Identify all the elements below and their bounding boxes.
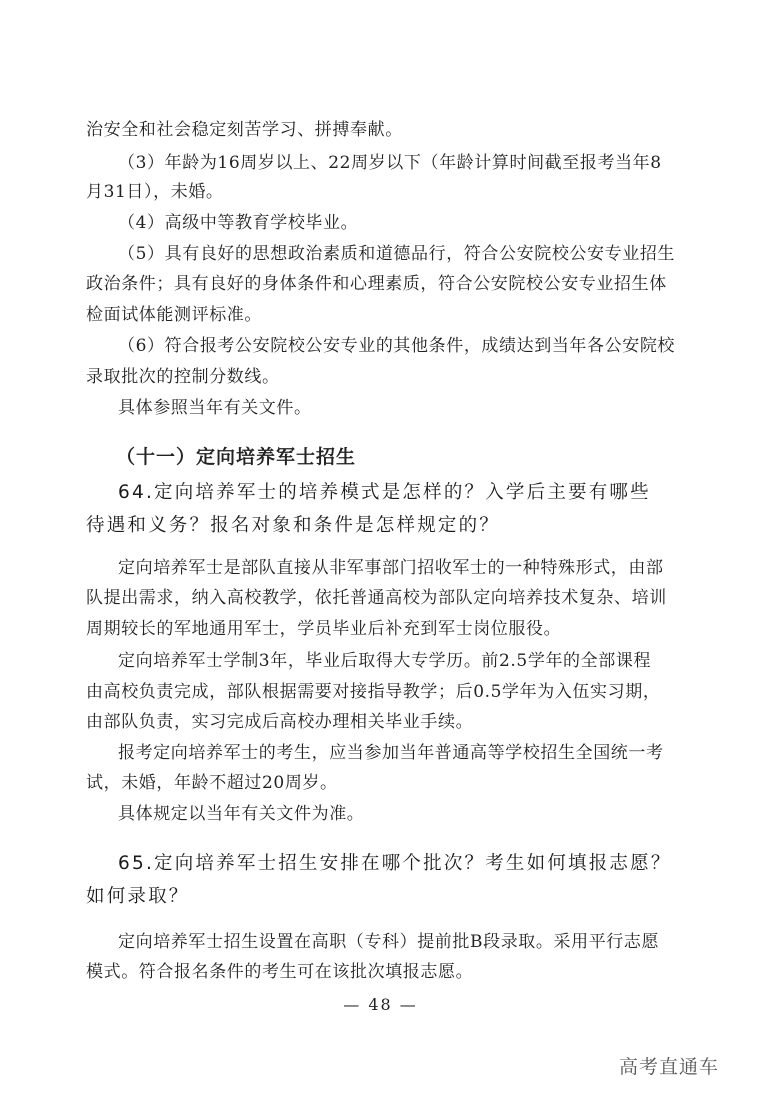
paragraph-line: 定向培养军士招生设置在高职（专科）提前批B段录取。采用平行志愿 (118, 932, 660, 952)
paragraph-line: 由部队负责，实习完成后高校办理相关毕业手续。 (86, 712, 474, 732)
paragraph-line: 月31日），未婚。 (86, 182, 224, 202)
paragraph-line: 具体参照当年有关文件。 (118, 398, 312, 418)
paragraph-line: 录取批次的控制分数线。 (86, 367, 280, 387)
paragraph-line: 由高校负责完成，部队根据需要对接指导教学；后0.5学年为入伍实习期， (86, 682, 661, 702)
paragraph-line: （4）高级中等教育学校毕业。 (118, 213, 359, 233)
question-64-line-1: 64.定向培养军士的培养模式是怎样的？入学后主要有哪些 (118, 482, 651, 503)
page-number: — 48 — (343, 995, 418, 1014)
section-heading: （十一）定向培养军士招生 (116, 446, 357, 468)
paragraph-line: 周期较长的军地通用军士，学员毕业后补充到军士岗位服役。 (86, 619, 562, 639)
question-64-line-2: 待遇和义务？报名对象和条件是怎样规定的？ (86, 515, 501, 536)
paragraph-line: （5）具有良好的思想政治素质和道德品行，符合公安院校公安专业招生 (118, 244, 676, 264)
paragraph-line: 具体规定以当年有关文件为准。 (118, 804, 365, 824)
paragraph-line: 报考定向培养军士的考生，应当参加当年普通高等学校招生全国统一考 (118, 743, 664, 763)
paragraph-line: （6）符合报考公安院校公安专业的其他条件，成绩达到当年各公安院校 (118, 336, 676, 356)
paragraph-line: 定向培养军士是部队直接从非军事部门招收军士的一种特殊形式，由部 (118, 558, 664, 578)
watermark-logo: 高考直通车 (619, 1056, 720, 1078)
paragraph-line: 试，未婚，年龄不超过20周岁。 (86, 773, 338, 793)
question-65-line-2: 如何录取？ (86, 886, 190, 907)
paragraph-line: 政治条件；具有良好的身体条件和心理素质，符合公安院校公安专业招生体 (86, 274, 667, 294)
paragraph-line: 治安全和社会稳定刻苦学习、拼搏奉献。 (86, 120, 403, 140)
paragraph-line: 队提出需求，纳入高校教学，依托普通高校为部队定向培养技术复杂、培训 (86, 588, 667, 608)
paragraph-line: （3）年龄为16周岁以上、22周岁以下（年龄计算时间截至报考当年8 (118, 153, 662, 173)
paragraph-line: 模式。符合报名条件的考生可在该批次填报志愿。 (86, 962, 474, 982)
paragraph-line: 检面试体能测评标准。 (86, 305, 262, 325)
paragraph-line: 定向培养军士学制3年，毕业后取得大专学历。前2.5学年的全部课程 (118, 651, 652, 671)
question-65-line-1: 65.定向培养军士招生安排在哪个批次？考生如何填报志愿？ (118, 853, 672, 874)
